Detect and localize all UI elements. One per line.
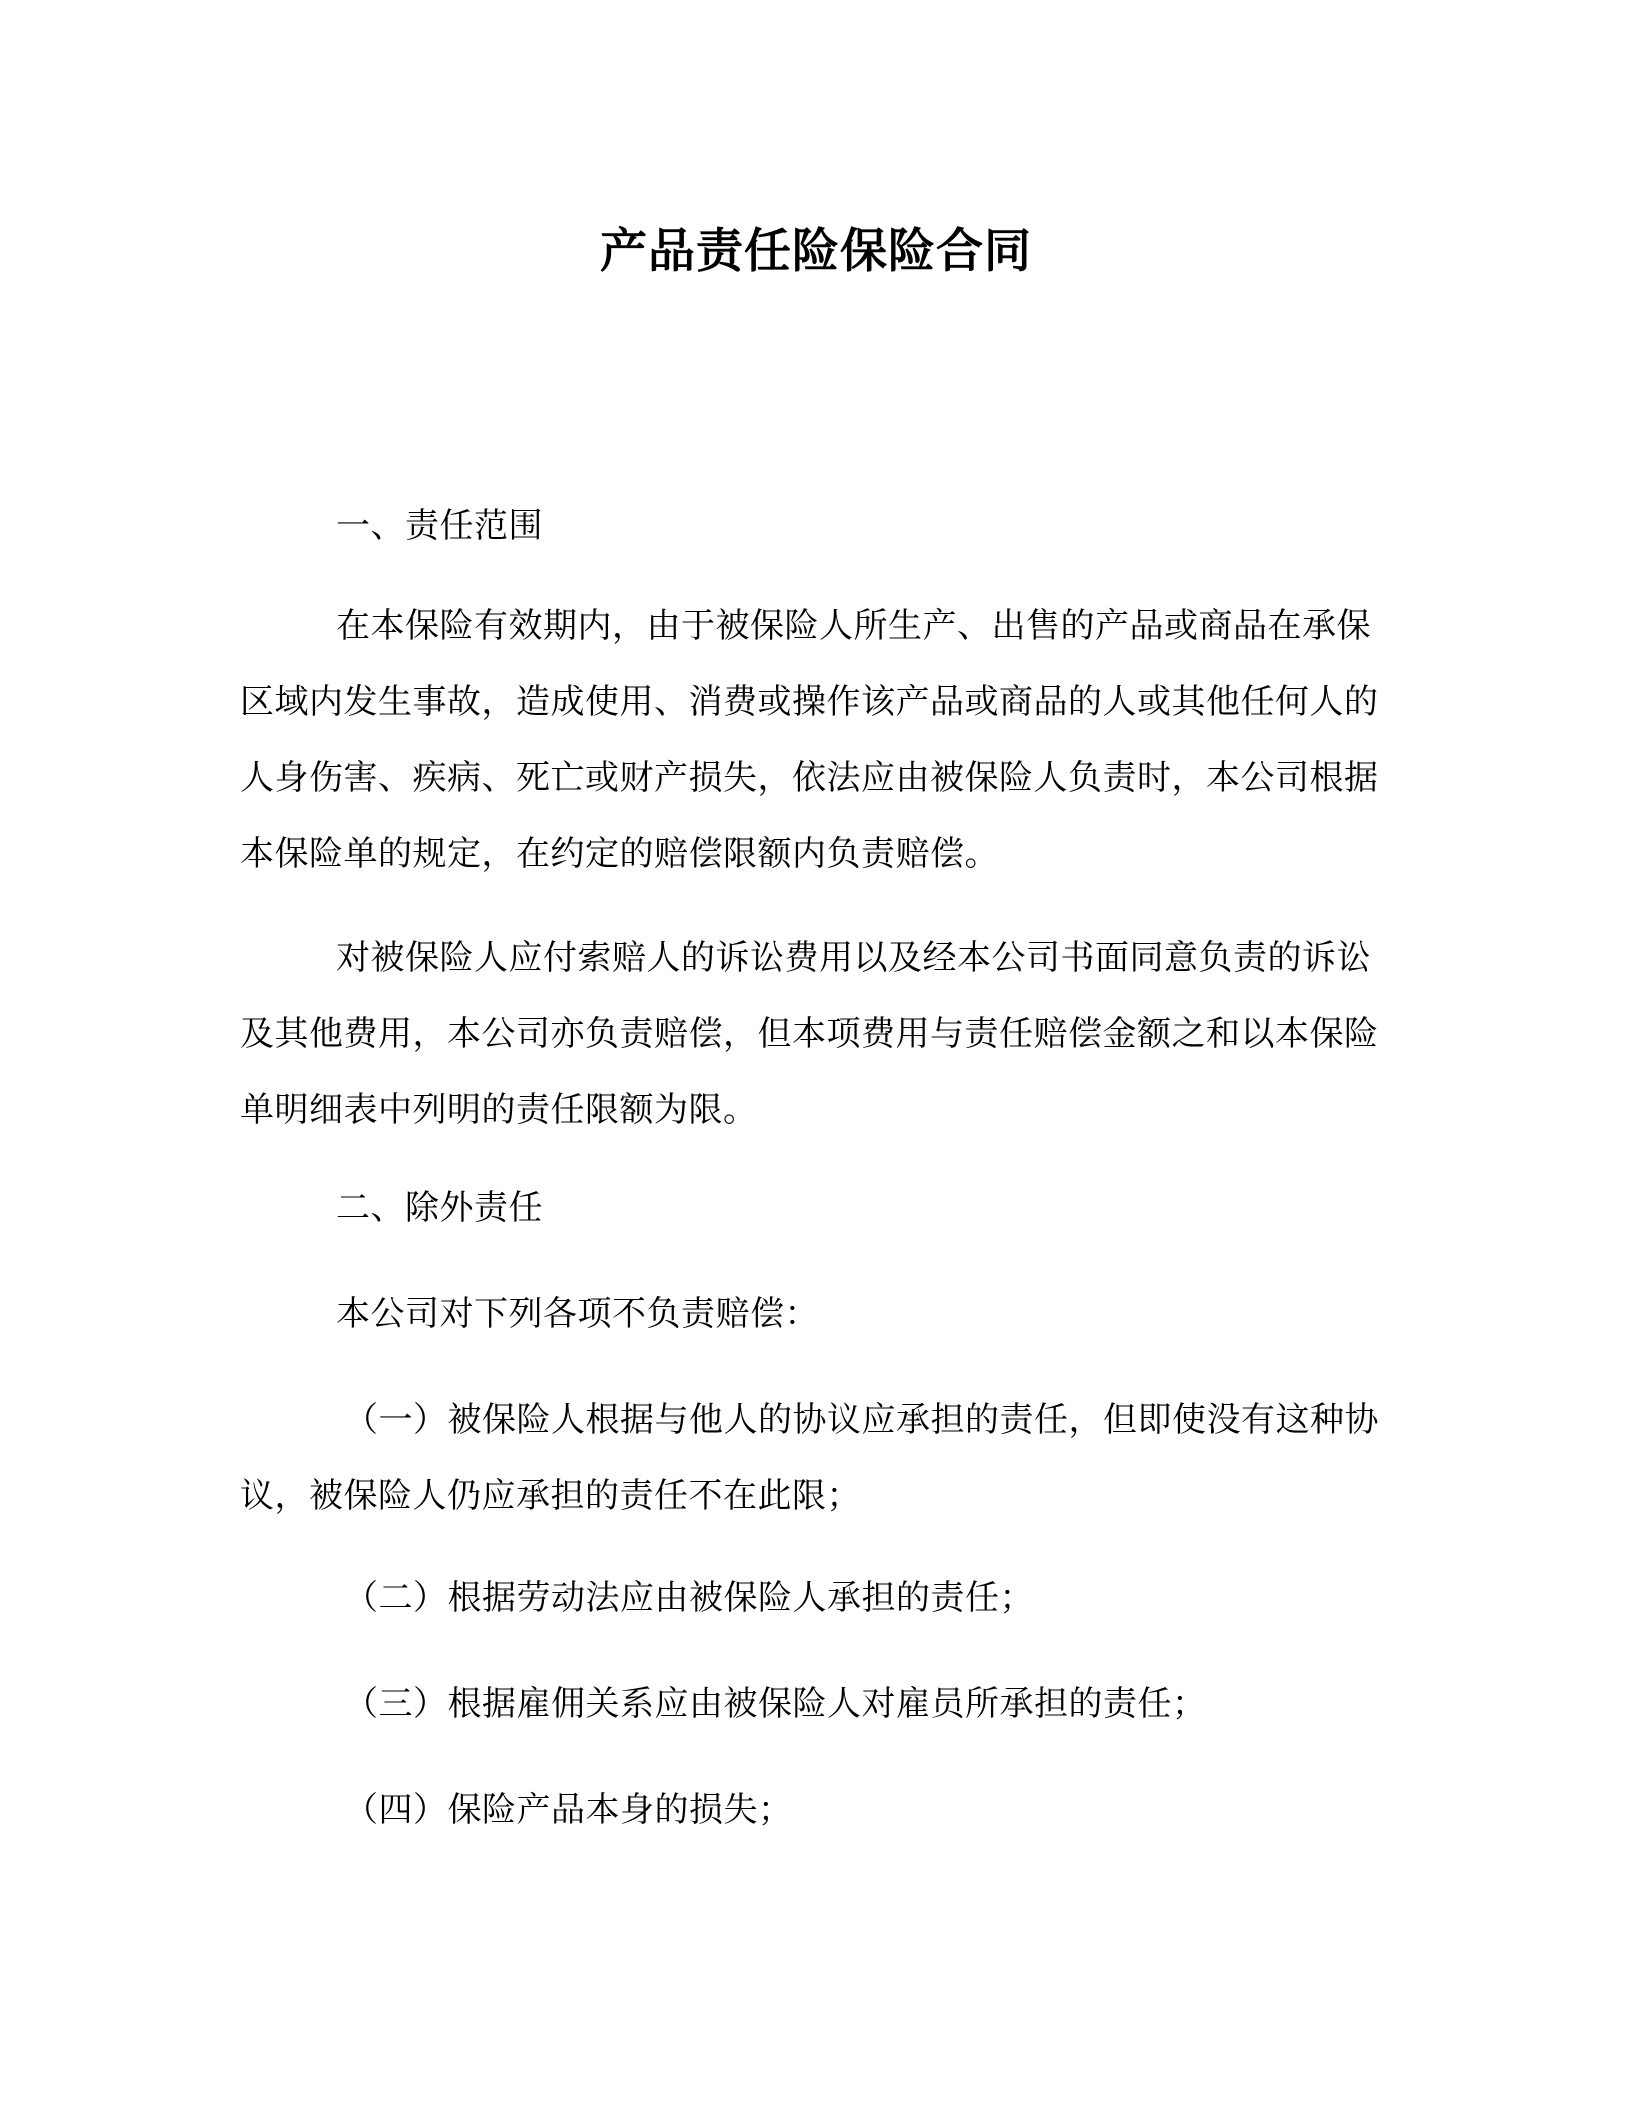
paragraph-liability-scope-2: 对被保险人应付索赔人的诉讼费用以及经本公司书面同意负责的诉讼及其他费用，本公司亦负责赔偿，但本项费用与责任赔偿金额之和以本保险单明细表中列明的责任限额为限。: [240, 938, 1379, 1130]
section-heading-exclusions: 二、除外责任: [336, 1188, 543, 1228]
section-heading-liability-scope: 一、责任范围: [336, 506, 543, 546]
exclusion-item-2: （二）根据劳动法应由被保险人承担的责任；: [344, 1578, 1034, 1618]
paragraph-liability-scope-1: 在本保险有效期内，由于被保险人所生产、出售的产品或商品在承保区域内发生事故，造成使用、消费或操作该产品或商品的人或其他任何人的人身伤害、疾病、死亡或财产损失，依法应由被保险人负责时，本公司根据本保险单的规定，在约定的赔偿限额内负责赔偿。: [240, 606, 1379, 874]
document-title: 产品责任险保险合同: [600, 224, 1032, 279]
exclusion-item-3: （三）根据雇佣关系应由被保险人对雇员所承担的责任；: [344, 1684, 1207, 1724]
exclusion-item-1: （一）被保险人根据与他人的协议应承担的责任，但即使没有这种协议，被保险人仍应承担的责任不在此限；: [240, 1400, 1379, 1516]
exclusion-item-4: （四）保险产品本身的损失；: [344, 1790, 793, 1830]
exclusions-intro: 本公司对下列各项不负责赔偿：: [336, 1294, 819, 1334]
